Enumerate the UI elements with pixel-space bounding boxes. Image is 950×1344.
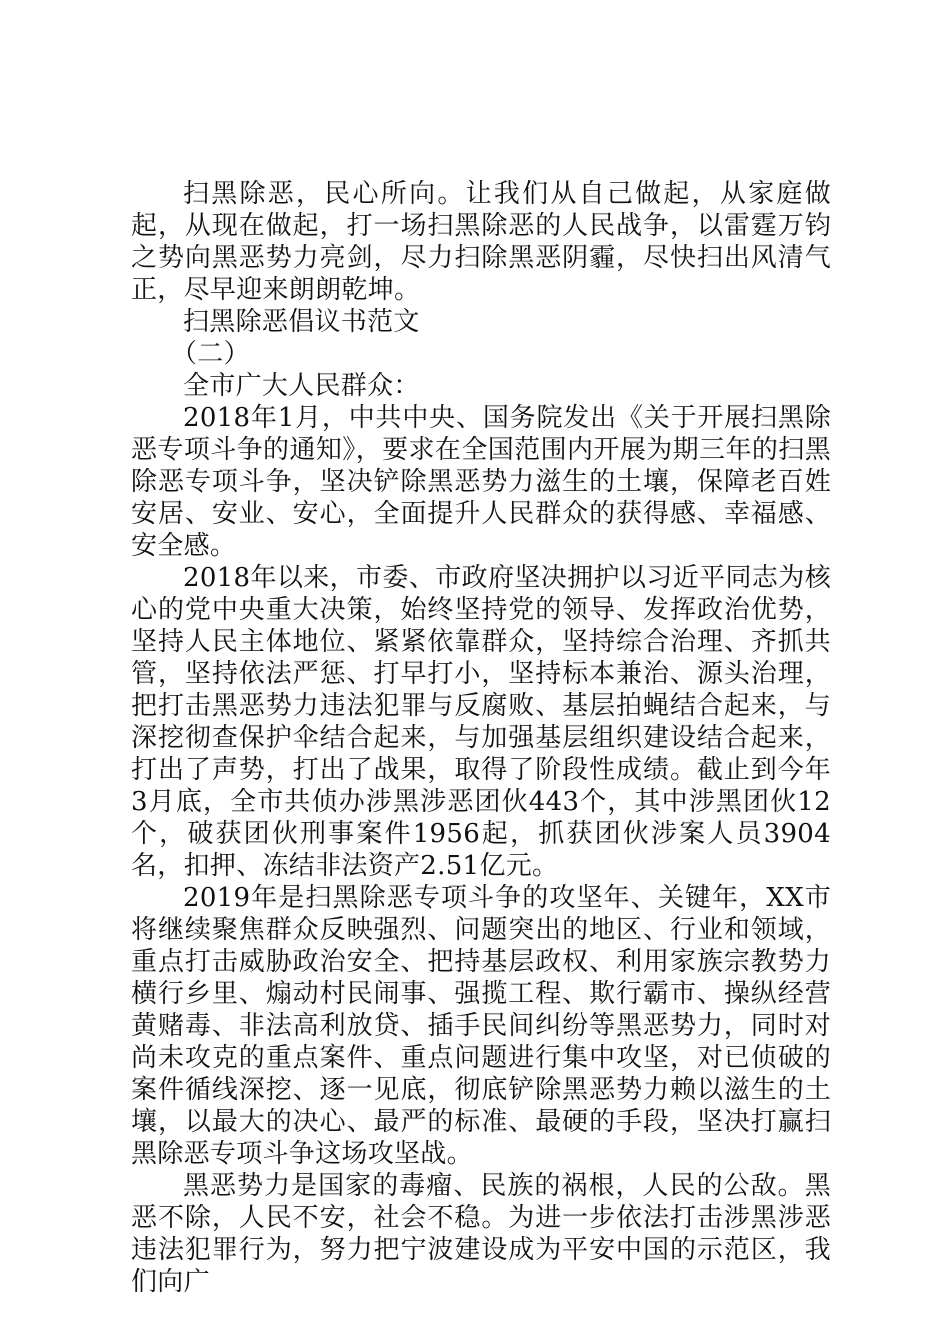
paragraph-notice: 2018年1月，中共中央、国务院发出《关于开展扫黑除恶专项斗争的通知》，要求在全国范围内开展为期三年的扫黑除恶专项斗争，坚决铲除黑恶势力滋生的土壤，保障老百姓安居、安业、安心，全面提升人民群众的获得感、幸福感、安全感。 bbox=[131, 403, 831, 561]
document-body bbox=[131, 178, 831, 1298]
section-title: 扫黑除恶倡议书范文 bbox=[183, 307, 420, 337]
section-number: （二） bbox=[171, 339, 250, 369]
paragraph-2019-plan: 2019年是扫黑除恶专项斗争的攻坚年、关键年，XX市将继续聚焦群众反映强烈、问题突出的地区、行业和领域，重点打击威胁政治安全、把持基层政权、利用家族宗教势力横行乡里、煽动村民闹事、强揽工程、欺行霸市、操纵经营黄赌毒、非法高利放贷、插手民间纠纷等黑恶势力，同时对尚未攻克的重点案件、重点问题进行集中攻坚，对已侦破的案件循线深挖、逐一见底，彻底铲除黑恶势力赖以滋生的土壤，以最大的决心、最严的标准、最硬的手段，坚决打赢扫黑除恶专项斗争这场攻坚战。 bbox=[131, 883, 831, 1169]
paragraph-appeal: 黑恶势力是国家的毒瘤、民族的祸根，人民的公敌。黑恶不除，人民不安，社会不稳。为进一步依法打击涉黑涉恶违法犯罪行为，努力把宁波建设成为平安中国的示范区，我们向广 bbox=[131, 1171, 831, 1297]
paragraph-closing-appeal: 扫黑除恶，民心所向。让我们从自己做起，从家庭做起，从现在做起，打一场扫黑除恶的人民战争，以雷霆万钧之势向黑恶势力亮剑，尽力扫除黑恶阴霾，尽快扫出风清气正，尽早迎来朗朗乾坤。 bbox=[131, 179, 831, 305]
salutation: 全市广大人民群众： bbox=[183, 371, 420, 401]
paragraph-achievements: 2018年以来，市委、市政府坚决拥护以习近平同志为核心的党中央重大决策，始终坚持党的领导、发挥政治优势，坚持人民主体地位、紧紧依靠群众，坚持综合治理、齐抓共管，坚持依法严惩、打早打小，坚持标本兼治、源头治理，把打击黑恶势力违法犯罪与反腐败、基层拍蝇结合起来，与深挖彻查保护伞结合起来，与加强基层组织建设结合起来，打出了声势，打出了战果，取得了阶段性成绩。截止到今年3月底，全市共侦办涉黑涉恶团伙443个，其中涉黑团伙12个，破获团伙刑事案件1956起，抓获团伙涉案人员3904名，扣押、冻结非法资产2.51亿元。 bbox=[131, 563, 831, 881]
